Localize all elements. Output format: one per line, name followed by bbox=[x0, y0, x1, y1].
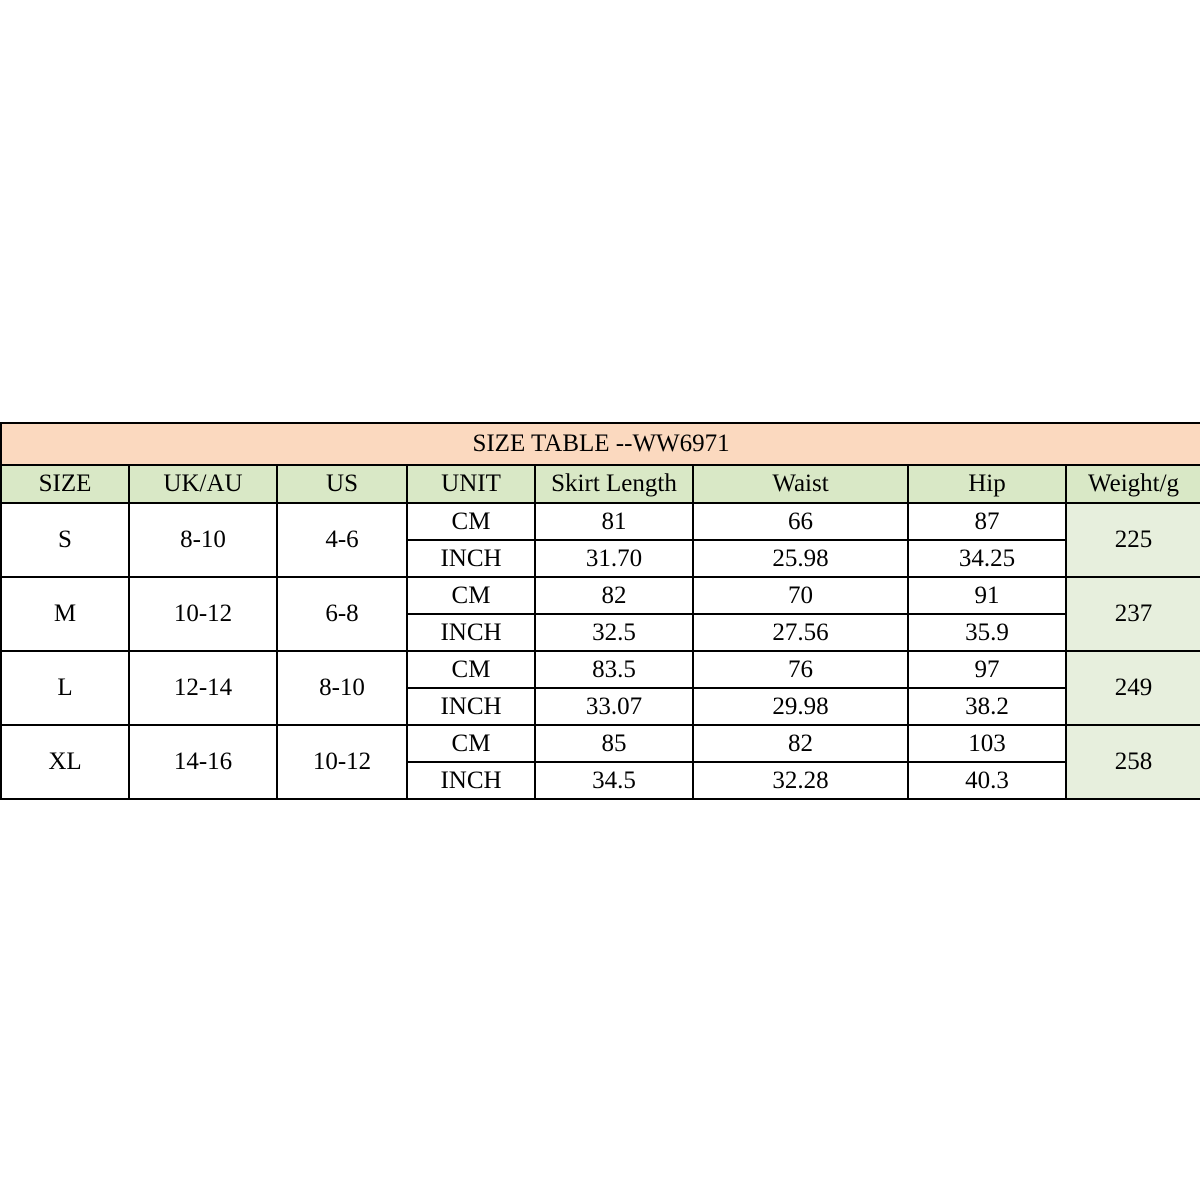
cell-waist: 29.98 bbox=[693, 688, 908, 725]
cell-uk-au: 10-12 bbox=[129, 577, 277, 651]
cell-hip: 97 bbox=[908, 651, 1066, 688]
cell-skirt-length: 82 bbox=[535, 577, 693, 614]
cell-skirt-length: 83.5 bbox=[535, 651, 693, 688]
table-row bbox=[1, 503, 1200, 540]
cell-size: XL bbox=[1, 725, 129, 799]
column-header-weight: Weight/g bbox=[1066, 465, 1200, 503]
cell-uk-au: 12-14 bbox=[129, 651, 277, 725]
cell-waist: 25.98 bbox=[693, 540, 908, 577]
cell-unit: INCH bbox=[407, 614, 535, 651]
column-header-us: US bbox=[277, 465, 407, 503]
cell-us: 4-6 bbox=[277, 503, 407, 577]
cell-unit: CM bbox=[407, 503, 535, 540]
cell-unit: INCH bbox=[407, 688, 535, 725]
column-header-size: SIZE bbox=[1, 465, 129, 503]
cell-waist: 70 bbox=[693, 577, 908, 614]
cell-size: S bbox=[1, 503, 129, 577]
cell-waist: 82 bbox=[693, 725, 908, 762]
cell-size: L bbox=[1, 651, 129, 725]
cell-weight: 237 bbox=[1066, 577, 1200, 651]
cell-waist: 27.56 bbox=[693, 614, 908, 651]
cell-uk-au: 14-16 bbox=[129, 725, 277, 799]
cell-unit: INCH bbox=[407, 540, 535, 577]
cell-us: 6-8 bbox=[277, 577, 407, 651]
cell-size: M bbox=[1, 577, 129, 651]
table-row bbox=[1, 577, 1200, 614]
cell-hip: 91 bbox=[908, 577, 1066, 614]
cell-weight: 258 bbox=[1066, 725, 1200, 799]
cell-waist: 66 bbox=[693, 503, 908, 540]
cell-skirt-length: 32.5 bbox=[535, 614, 693, 651]
cell-unit: CM bbox=[407, 577, 535, 614]
column-header-unit: UNIT bbox=[407, 465, 535, 503]
size-table-body bbox=[1, 423, 1200, 799]
cell-skirt-length: 34.5 bbox=[535, 762, 693, 799]
cell-unit: INCH bbox=[407, 762, 535, 799]
cell-hip: 34.25 bbox=[908, 540, 1066, 577]
cell-hip: 38.2 bbox=[908, 688, 1066, 725]
cell-skirt-length: 33.07 bbox=[535, 688, 693, 725]
size-table-container bbox=[0, 422, 1200, 800]
cell-hip: 103 bbox=[908, 725, 1066, 762]
cell-us: 10-12 bbox=[277, 725, 407, 799]
table-row bbox=[1, 725, 1200, 762]
cell-unit: CM bbox=[407, 725, 535, 762]
column-header-waist: Waist bbox=[693, 465, 908, 503]
cell-us: 8-10 bbox=[277, 651, 407, 725]
table-title-row bbox=[1, 423, 1200, 465]
cell-waist: 32.28 bbox=[693, 762, 908, 799]
cell-waist: 76 bbox=[693, 651, 908, 688]
cell-hip: 35.9 bbox=[908, 614, 1066, 651]
cell-unit: CM bbox=[407, 651, 535, 688]
cell-skirt-length: 31.70 bbox=[535, 540, 693, 577]
cell-weight: 249 bbox=[1066, 651, 1200, 725]
column-header-uk-au: UK/AU bbox=[129, 465, 277, 503]
table-row bbox=[1, 651, 1200, 688]
size-table-title: SIZE TABLE --WW6971 bbox=[1, 423, 1200, 465]
cell-uk-au: 8-10 bbox=[129, 503, 277, 577]
size-table bbox=[0, 422, 1200, 800]
cell-hip: 40.3 bbox=[908, 762, 1066, 799]
column-header-hip: Hip bbox=[908, 465, 1066, 503]
cell-hip: 87 bbox=[908, 503, 1066, 540]
column-header-skirt-length: Skirt Length bbox=[535, 465, 693, 503]
table-header-row bbox=[1, 465, 1200, 503]
cell-skirt-length: 85 bbox=[535, 725, 693, 762]
cell-skirt-length: 81 bbox=[535, 503, 693, 540]
cell-weight: 225 bbox=[1066, 503, 1200, 577]
